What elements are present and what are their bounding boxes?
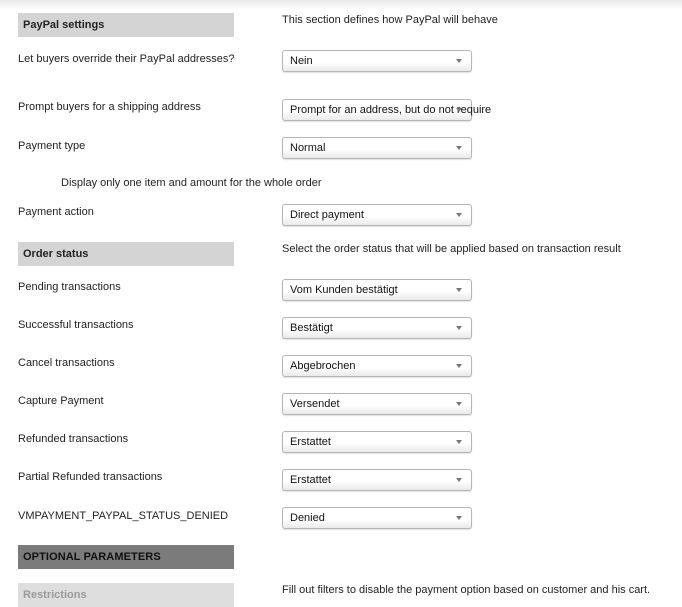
chevron-down-icon <box>456 402 462 406</box>
section-header-order-status: Order status <box>18 242 234 266</box>
chevron-down-icon <box>456 364 462 368</box>
label-capture-payment: Capture Payment <box>18 395 104 407</box>
partial-refunded-transactions-select[interactable] <box>282 469 472 491</box>
chevron-down-icon <box>456 59 462 63</box>
label-payment-type: Payment type <box>18 140 86 152</box>
chevron-down-icon <box>456 440 462 444</box>
single-item-note: Display only one item and amount for the whole order <box>61 177 322 189</box>
chevron-down-icon <box>456 326 462 330</box>
capture-payment-value: Versendet <box>290 398 340 410</box>
payment-type-select[interactable] <box>282 137 472 159</box>
section-description-paypal: This section defines how PayPal will behave <box>282 14 498 26</box>
chevron-down-icon <box>456 213 462 217</box>
shipping-address-select[interactable] <box>282 99 492 121</box>
chevron-down-icon <box>456 108 462 112</box>
payment-type-value: Normal <box>290 142 326 154</box>
label-payment-action: Payment action <box>18 206 94 218</box>
override-address-value: Nein <box>290 55 313 67</box>
successful-transactions-value: Bestätigt <box>290 322 333 334</box>
label-status-denied: VMPAYMENT_PAYPAL_STATUS_DENIED <box>18 510 229 522</box>
label-successful-transactions: Successful transactions <box>18 319 134 331</box>
label-override-address: Let buyers override their PayPal addresses? <box>18 53 235 65</box>
payment-action-value: Direct payment <box>290 209 364 221</box>
pending-transactions-value: Vom Kunden bestätigt <box>290 284 398 296</box>
partial-refunded-transactions-value: Erstattet <box>290 474 331 486</box>
status-denied-select[interactable] <box>282 507 472 529</box>
top-scroll-shadow <box>0 0 682 10</box>
refunded-transactions-value: Erstattet <box>290 436 331 448</box>
refunded-transactions-select[interactable] <box>282 431 472 453</box>
section-header-paypal-settings: PayPal settings <box>18 13 234 37</box>
label-shipping-address: Prompt buyers for a shipping address <box>18 101 201 113</box>
cancel-transactions-value: Abgebrochen <box>290 360 356 372</box>
chevron-down-icon <box>456 478 462 482</box>
override-address-select[interactable] <box>282 50 472 72</box>
chevron-down-icon <box>456 288 462 292</box>
label-partial-refunded-transactions: Partial Refunded transactions <box>18 471 163 483</box>
section-header-optional-parameters: OPTIONAL PARAMETERS <box>18 545 234 569</box>
payment-action-select[interactable] <box>282 204 472 226</box>
section-header-restrictions: Restrictions <box>18 583 234 607</box>
section-description-restrictions: Fill out filters to disable the payment option based on customer and his cart. <box>282 584 651 596</box>
shipping-address-value: Prompt for an address, but do not require <box>290 104 492 116</box>
capture-payment-select[interactable] <box>282 393 472 415</box>
status-denied-value: Denied <box>290 512 325 524</box>
label-refunded-transactions: Refunded transactions <box>18 433 129 445</box>
chevron-down-icon <box>456 146 462 150</box>
cancel-transactions-select[interactable] <box>282 355 472 377</box>
successful-transactions-select[interactable] <box>282 317 472 339</box>
section-description-order-status: Select the order status that will be applied based on transaction result <box>282 243 621 255</box>
label-pending-transactions: Pending transactions <box>18 281 121 293</box>
pending-transactions-select[interactable] <box>282 279 472 301</box>
chevron-down-icon <box>456 516 462 520</box>
label-cancel-transactions: Cancel transactions <box>18 357 115 369</box>
